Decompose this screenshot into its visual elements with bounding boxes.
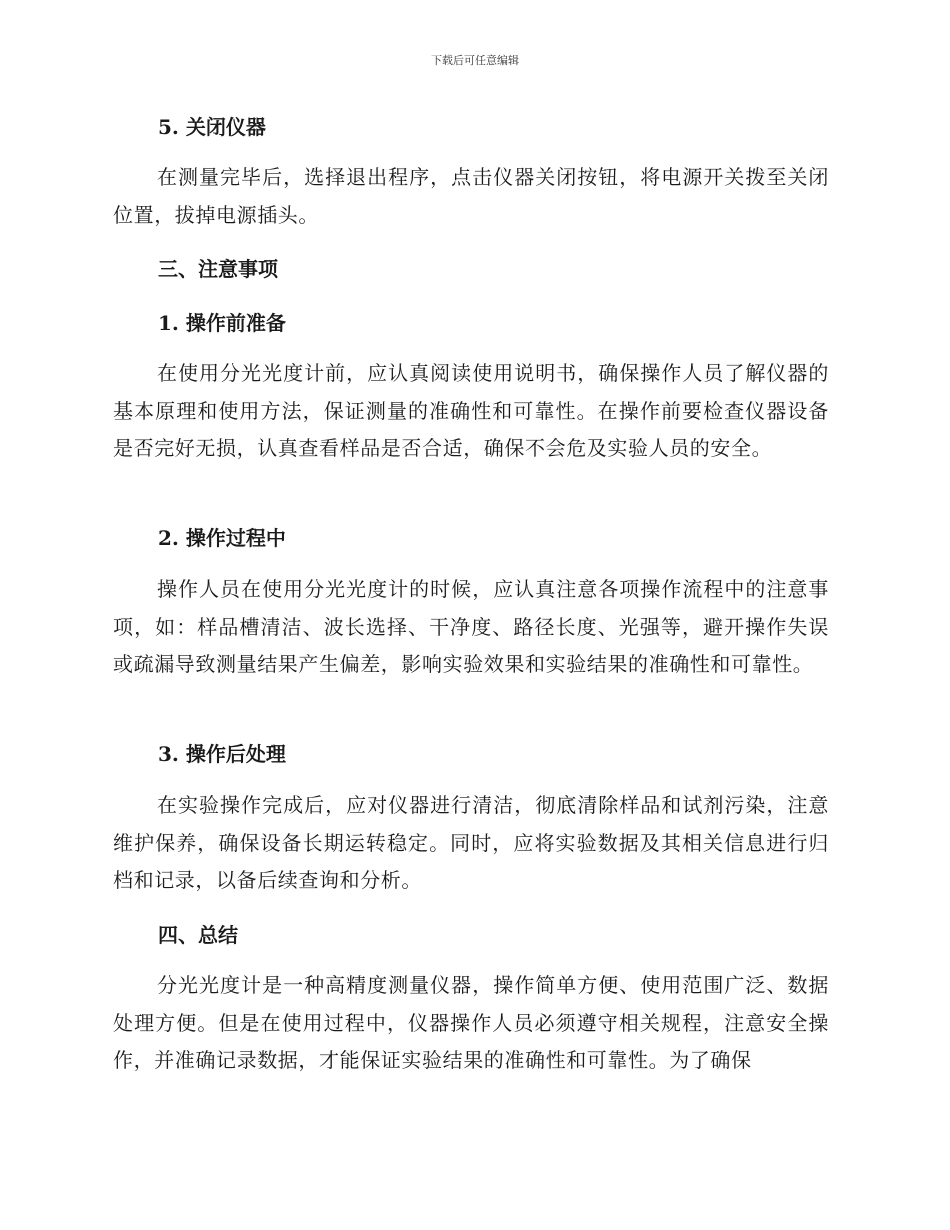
paragraph-close-instrument: 在测量完毕后，选择退出程序，点击仪器关闭按钮，将电源开关拨至关闭位置，拔掉电源插头。 — [113, 165, 829, 227]
page-header: 下载后可任意编辑 — [431, 54, 519, 67]
section-heading-close-instrument: 5. 关闭仪器 — [158, 115, 266, 139]
section-heading-summary: 四、总结 — [158, 923, 238, 947]
section-heading-precautions: 三、注意事项 — [158, 257, 278, 281]
paragraph-post-operation: 在实验操作完成后，应对仪器进行清洁，彻底清除样品和试剂污染，注意维护保养，确保设备长期运转稳定。同时，应将实验数据及其相关信息进行归档和记录，以备后续查询和分析。 — [113, 793, 829, 892]
section-heading-post-operation: 3. 操作后处理 — [158, 742, 286, 766]
section-heading-during-operation: 2. 操作过程中 — [158, 526, 286, 550]
section-heading-pre-operation: 1. 操作前准备 — [158, 311, 286, 335]
paragraph-summary: 分光光度计是一种高精度测量仪器，操作简单方便、使用范围广泛、数据处理方便。但是在使用过程中，仪器操作人员必须遵守相关规程，注意安全操作，并准确记录数据，才能保证实验结果的准确性和可靠性。为了确保 — [113, 973, 829, 1072]
paragraph-pre-operation: 在使用分光光度计前，应认真阅读使用说明书，确保操作人员了解仪器的基本原理和使用方法，保证测量的准确性和可靠性。在操作前要检查仪器设备是否完好无损，认真查看样品是否合适，确保不会危及实验人员的安全。 — [113, 361, 829, 460]
paragraph-during-operation: 操作人员在使用分光光度计的时候，应认真注意各项操作流程中的注意事项，如：样品槽清洁、波长选择、干净度、路径长度、光强等，避开操作失误或疏漏导致测量结果产生偏差，影响实验效果和实验结果的准确性和可靠性。 — [113, 577, 829, 676]
